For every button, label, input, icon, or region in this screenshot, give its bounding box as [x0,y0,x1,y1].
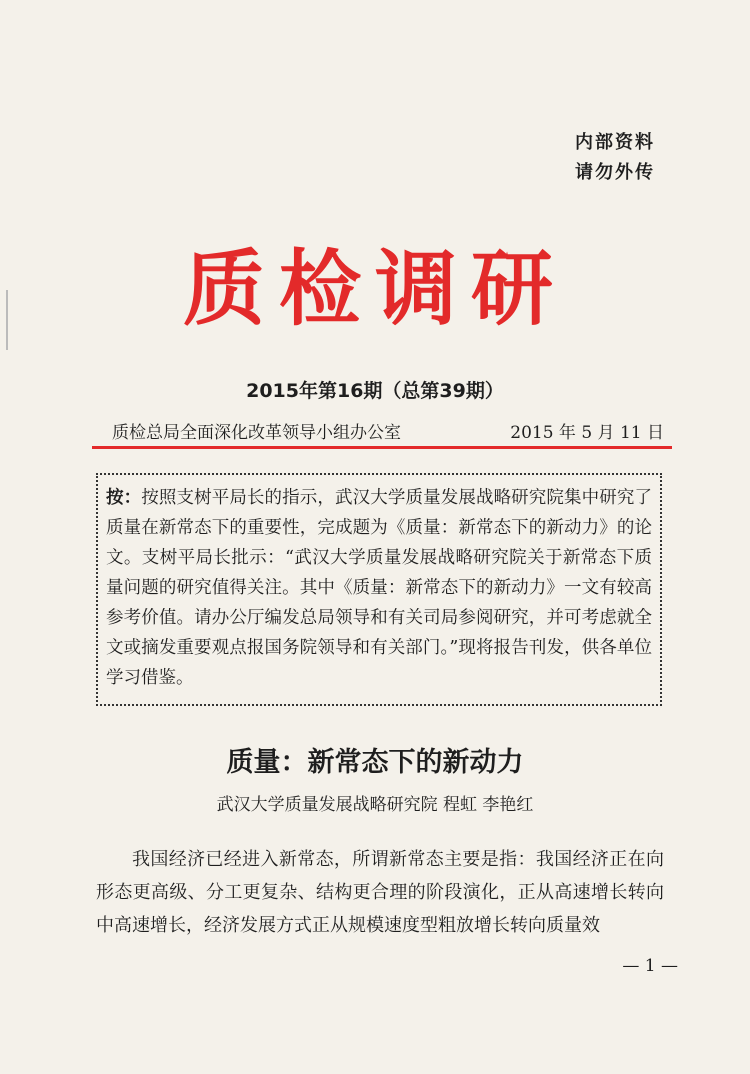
article-body [96,843,664,942]
page-number: — 1 — [622,956,678,976]
classification-stamp [575,128,655,188]
editor-note-label: 按： [106,488,142,508]
article-paragraph: 我国经济已经进入新常态，所谓新常态主要是指：我国经济正在向形态更高级、分工更复杂、结构更合理的阶段演化，正从高速增长转向中高速增长，经济发展方式正从规模速度型粗放增长转向质量效 [96,849,664,936]
article-title: 质量：新常态下的新动力 [226,747,524,778]
publisher: 质检总局全面深化改革领导小组办公室 [112,423,401,443]
masthead-title: 质检调研 [182,241,567,337]
publication-date: 2015 年 5 月 11 日 [510,423,664,443]
publication-meta [112,418,664,443]
classification-line-1: 内部资料 [575,132,655,153]
editor-note-text: 按照支树平局长的指示，武汉大学质量发展战略研究院集中研究了质量在新常态下的重要性，完成题为《质量：新常态下的新动力》的论文。支树平局长批示：“武汉大学质量发展战略研究院关于新常态下质量问题的研究值得关注。其中《质量：新常态下的新动力》一文有较高参考价值。请办公厅编发总局领导和有关司局参阅研究，并可考虑就全文或摘发重要观点报国务院领导和有关部门。”现将报告刊发，供各单位学习借鉴。 [106,488,652,688]
article-authors: 武汉大学质量发展战略研究院 程虹 李艳红 [216,795,534,815]
issue-number: 2015年第16期（总第39期） [246,380,504,402]
classification-line-2: 请勿外传 [575,162,655,183]
editor-note-box [96,473,662,706]
red-divider [92,446,672,449]
